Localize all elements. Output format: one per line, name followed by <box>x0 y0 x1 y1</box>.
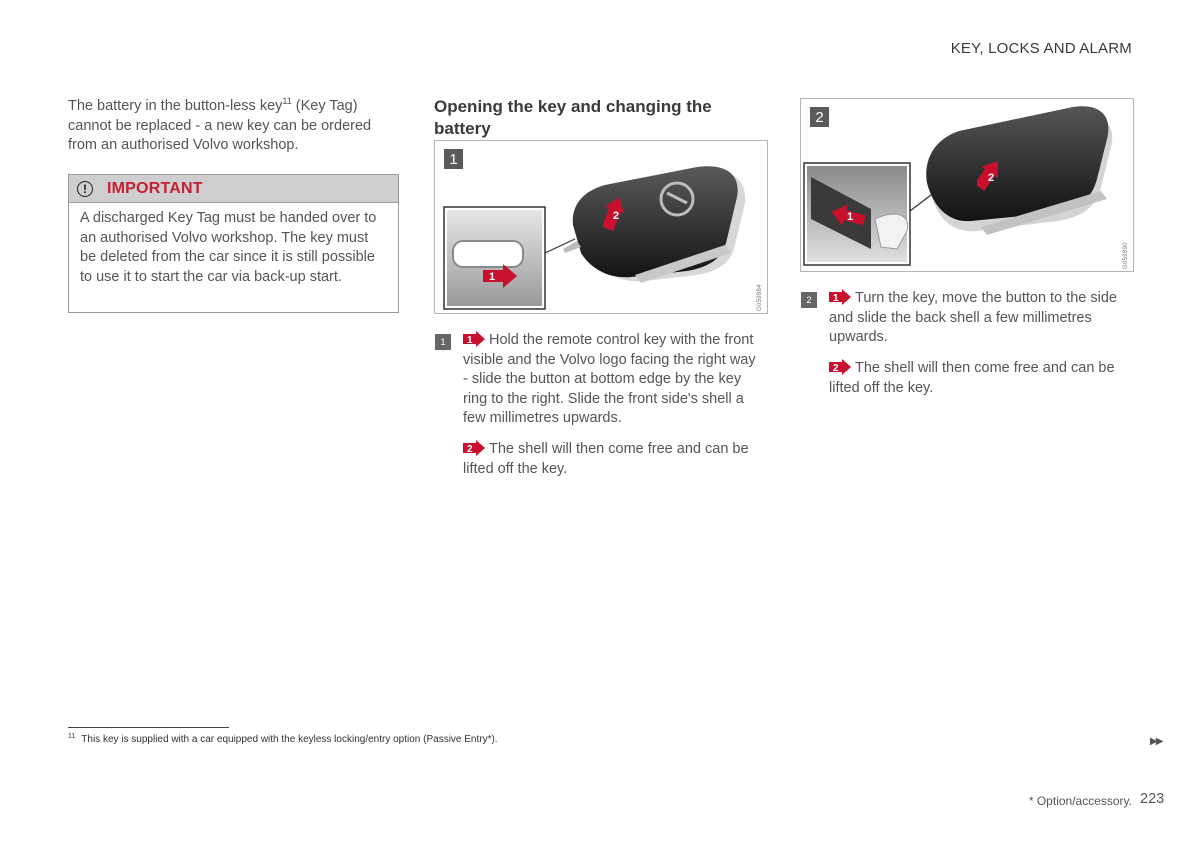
callout-number: 1 <box>489 271 496 283</box>
footnote-reference[interactable]: 11 <box>282 96 292 107</box>
figure-code: G059884 <box>757 284 763 311</box>
section-heading: Opening the key and changing the battery <box>434 97 712 138</box>
step-number-box: 1 <box>435 334 451 350</box>
svg-text:2: 2 <box>467 444 473 455</box>
red-arrow-callout-icon <box>463 331 485 347</box>
figure-label: 2 <box>810 107 829 127</box>
intro-text: The battery in the button-less key <box>68 98 283 114</box>
callout-number: 1 <box>847 211 854 223</box>
step-instruction: Hold the remote control key with the front visible and the Volvo logo facing the right way - slide the button at bottom edge by the key ring to the right. Slide the front side's shell a few millimetres upwards. <box>463 332 756 426</box>
step-text-1 <box>463 331 763 429</box>
svg-text:1: 1 <box>833 293 839 304</box>
red-arrow-callout-icon <box>483 264 517 288</box>
figure-open-key-back <box>800 98 1134 272</box>
svg-text:1: 1 <box>467 335 473 346</box>
svg-text:2: 2 <box>833 363 839 374</box>
figure-label: 1 <box>444 149 463 169</box>
red-arrow-callout-icon <box>463 440 485 456</box>
step-result: The shell will then come free and can be lifted off the key. <box>463 441 749 477</box>
step-text-2 <box>463 440 763 479</box>
red-arrow-callout-icon <box>603 197 629 233</box>
step-number-box: 2 <box>801 292 817 308</box>
figure-code: G059890 <box>1123 242 1129 269</box>
footnote-number: 11 <box>68 732 76 740</box>
callout-number: 2 <box>988 172 995 184</box>
important-label: IMPORTANT <box>107 179 203 197</box>
step-instruction: Turn the key, move the button to the side and slide the back shell a few millimetres upwards. <box>829 290 1117 345</box>
red-arrow-callout-icon <box>831 203 865 229</box>
footnote-divider <box>68 727 229 728</box>
step-text-2 <box>829 359 1131 398</box>
option-accessory-note: * Option/accessory. <box>1028 794 1132 808</box>
figure-open-key-front <box>434 140 768 314</box>
important-notice <box>68 174 399 313</box>
important-text: A discharged Key Tag must be handed over to an authorised Volvo workshop. The key must be deleted from the car since it is still possible to use it to start the car via back-up start. <box>80 210 377 285</box>
section-title: KEY, LOCKS AND ALARM <box>950 40 1132 57</box>
footnote-text: This key is supplied with a car equipped with the keyless locking/entry option (Passive Entry*). <box>81 734 498 745</box>
red-arrow-callout-icon <box>829 359 851 375</box>
exclamation-circle-icon: ! <box>77 181 93 197</box>
double-right-triangle-icon[interactable]: ▶▶ <box>1150 736 1162 747</box>
red-arrow-callout-icon <box>829 289 851 305</box>
red-arrow-callout-icon <box>977 159 1009 193</box>
intro-text-continued: (Key Tag) cannot be replaced - a new key can be ordered from an authorised Volvo workshop. <box>68 98 372 153</box>
important-header <box>69 175 398 203</box>
footnote <box>68 734 498 745</box>
step-result: The shell will then come free and can be lifted off the key. <box>829 360 1115 396</box>
page-number: 223 <box>1140 791 1165 807</box>
key-illustration-back <box>801 99 1133 271</box>
step-text-1 <box>829 289 1131 348</box>
intro-paragraph <box>68 97 403 156</box>
callout-number: 2 <box>613 210 620 222</box>
